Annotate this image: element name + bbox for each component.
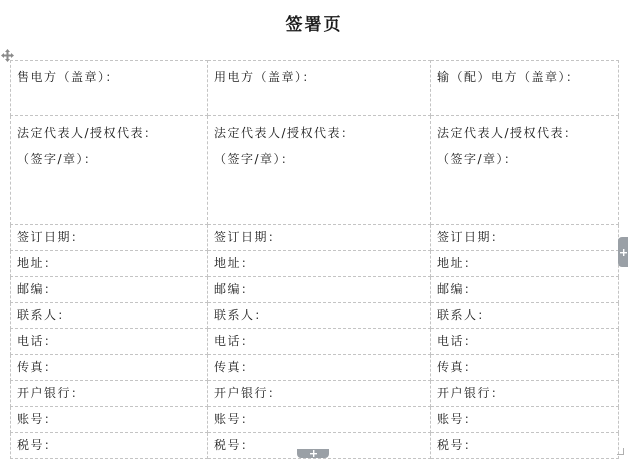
cell-buyer-field[interactable]: 电话： [208, 329, 431, 355]
cell-buyer-party[interactable]: 用电方（盖章）： [208, 61, 431, 116]
cell-grid-field[interactable]: 签订日期： [431, 225, 619, 251]
cell-seller-field[interactable]: 地址： [11, 251, 208, 277]
cell-seller-field[interactable]: 联系人： [11, 303, 208, 329]
cell-seller-field[interactable]: 开户银行： [11, 381, 208, 407]
table-row-bank [11, 381, 619, 407]
table-row-representative [11, 116, 619, 225]
cell-grid-field[interactable]: 账号： [431, 407, 619, 433]
add-column-handle[interactable] [297, 449, 329, 458]
cell-grid-field[interactable]: 税号： [431, 433, 619, 459]
cell-grid-field[interactable]: 开户银行： [431, 381, 619, 407]
table-row-contact [11, 303, 619, 329]
cell-seller-representative[interactable]: 法定代表人/授权代表： （签字/章）： [11, 116, 208, 225]
table-row-fax [11, 355, 619, 381]
cell-grid-party[interactable]: 输（配）电方（盖章）： [431, 61, 619, 116]
table-row-address [11, 251, 619, 277]
table-row-account [11, 407, 619, 433]
cell-grid-field[interactable]: 传真： [431, 355, 619, 381]
cell-seller-field[interactable]: 账号： [11, 407, 208, 433]
cell-grid-field[interactable]: 联系人： [431, 303, 619, 329]
table-row-postcode [11, 277, 619, 303]
cell-buyer-field[interactable]: 地址： [208, 251, 431, 277]
cell-buyer-field[interactable]: 签订日期： [208, 225, 431, 251]
cell-buyer-field[interactable]: 税号： [208, 433, 431, 459]
page-title: 签署页 [285, 15, 343, 35]
cell-grid-field[interactable]: 电话： [431, 329, 619, 355]
cell-buyer-field[interactable]: 开户银行： [208, 381, 431, 407]
cell-buyer-representative[interactable]: 法定代表人/授权代表： （签字/章）： [208, 116, 431, 225]
table-move-handle[interactable] [1, 47, 14, 60]
add-row-handle[interactable] [618, 237, 628, 267]
cell-seller-field[interactable]: 税号： [11, 433, 208, 459]
plus-icon [620, 249, 627, 256]
table-row-phone [11, 329, 619, 355]
table-row-sign-date [11, 225, 619, 251]
table-resize-handle[interactable] [617, 448, 624, 455]
table-row-party [11, 61, 619, 116]
cell-seller-field[interactable]: 签订日期： [11, 225, 208, 251]
cell-buyer-field[interactable]: 账号： [208, 407, 431, 433]
cell-seller-field[interactable]: 传真： [11, 355, 208, 381]
cell-grid-field[interactable]: 邮编： [431, 277, 619, 303]
plus-icon [310, 450, 317, 457]
cell-buyer-field[interactable]: 传真： [208, 355, 431, 381]
cell-seller-field[interactable]: 电话： [11, 329, 208, 355]
signature-table [10, 60, 619, 459]
cell-buyer-field[interactable]: 联系人： [208, 303, 431, 329]
cell-grid-representative[interactable]: 法定代表人/授权代表： （签字/章）： [431, 116, 619, 225]
cell-seller-field[interactable]: 邮编： [11, 277, 208, 303]
cell-buyer-field[interactable]: 邮编： [208, 277, 431, 303]
cell-seller-party[interactable]: 售电方（盖章）： [11, 61, 208, 116]
cell-grid-field[interactable]: 地址： [431, 251, 619, 277]
